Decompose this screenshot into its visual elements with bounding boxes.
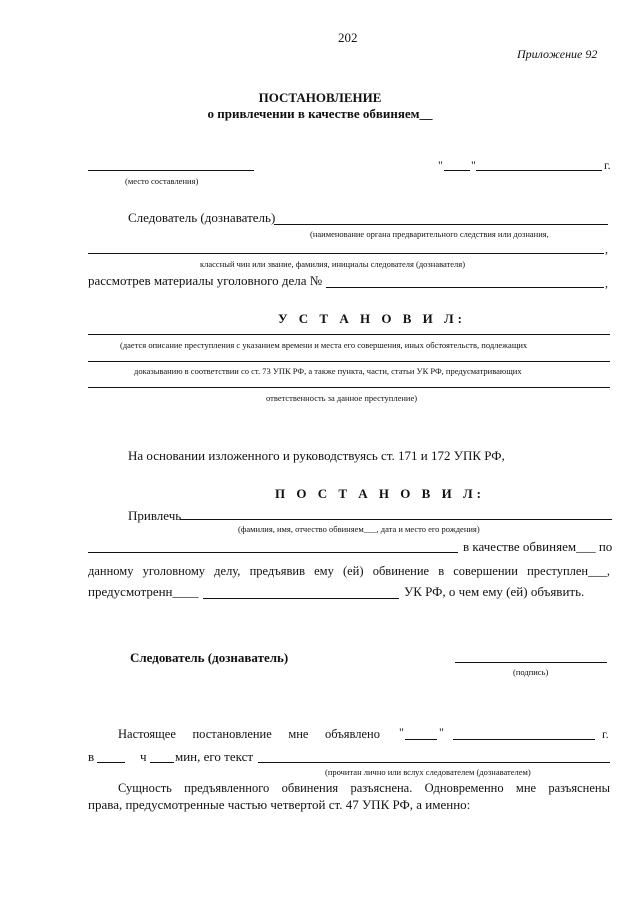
accused-name-field[interactable] [180,519,612,520]
involve-caption: (фамилия, имя, отчество обвиняем___, дата и место его рождения) [238,524,480,534]
minutes-text: мин, его текст [175,749,254,764]
document-title: ПОСТАНОВЛЕНИЕ [258,90,382,105]
charge-line: данному уголовному делу, предъявив ему (ей) обвинение в совершении преступлен___, [88,564,610,578]
investigator-caption: (наименование органа предварительного следствия или дознания, [310,229,549,239]
hour-field[interactable] [97,762,125,763]
accused-details-field[interactable] [88,552,458,553]
date-quote-open: " [438,158,443,172]
in-label: в [88,749,95,764]
decided-heading: П О С Т А Н О В И Л: [275,486,485,501]
established-line-1[interactable] [88,334,610,335]
investigator-field[interactable] [274,224,608,225]
established-line-2[interactable] [88,361,610,362]
announced-month-field[interactable] [453,739,595,740]
case-number-field[interactable] [326,287,604,288]
hour-label: ч [140,749,147,764]
investigator-name-field[interactable] [88,253,604,254]
minute-field[interactable] [150,762,174,763]
signature-label: Следователь (дознаватель) [130,650,289,665]
date-month-field[interactable] [476,170,602,171]
announced-quote-open: " [399,725,404,739]
rank-caption: классный чин или звание, фамилия, инициалы следователя (дознавателя) [200,259,466,269]
date-day-field[interactable] [444,170,470,171]
announced-day-field[interactable] [405,739,437,740]
established-caption-1: (дается описание преступления с указанием времени и места его совершения, иных обстоятельств, подлежащих [120,340,528,350]
date-year-suffix: г. [604,158,611,172]
page-number: 202 [338,30,358,45]
document-subtitle: о привлечении в качестве обвиняем__ [207,106,433,121]
investigator-label: Следователь (дознаватель) [128,210,276,225]
essence-line-1: Сущность предъявленного обвинения разъяснена. Одновременно мне разъяснены [118,781,610,795]
date-quote-close: " [471,158,476,172]
provided-label: предусмотренн____ [88,584,199,599]
basis-text: На основании изложенного и руководствуясь ст. 171 и 172 УПК РФ, [128,448,505,463]
signature-field[interactable] [455,662,607,663]
involve-label: Привлечь [128,508,182,523]
established-caption-3: ответственность за данное преступление) [266,393,418,403]
announced-quote-close: " [439,725,444,739]
established-line-3[interactable] [88,387,610,388]
comma: , [605,242,608,256]
as-accused-text: в качестве обвиняем___ по [463,539,613,554]
signature-caption: (подпись) [513,667,549,677]
established-heading: У С Т А Н О В И Л: [277,311,466,326]
place-field[interactable] [88,170,254,171]
announced-line: Настоящее постановление мне объявлено [118,727,380,741]
place-caption: (место составления) [125,176,199,186]
read-caption: (прочитан лично или вслух следователем (дознавателем) [325,767,531,777]
article-field[interactable] [203,598,399,599]
comma-2: , [605,276,608,290]
provided-tail: УК РФ, о чем ему (ей) объявить. [404,584,585,599]
read-method-field[interactable] [258,762,610,763]
established-caption-2: доказыванию в соответствии со ст. 73 УПК РФ, а также пункта, части, статьи УК РФ, предусматривающих [134,366,522,376]
essence-line-2: права, предусмотренные частью четвертой ст. 47 УПК РФ, а именно: [88,797,471,812]
reviewed-text: рассмотрев материалы уголовного дела № [88,273,323,288]
appendix-label: Приложение 92 [517,47,598,61]
announced-year-suffix: г. [602,727,609,741]
